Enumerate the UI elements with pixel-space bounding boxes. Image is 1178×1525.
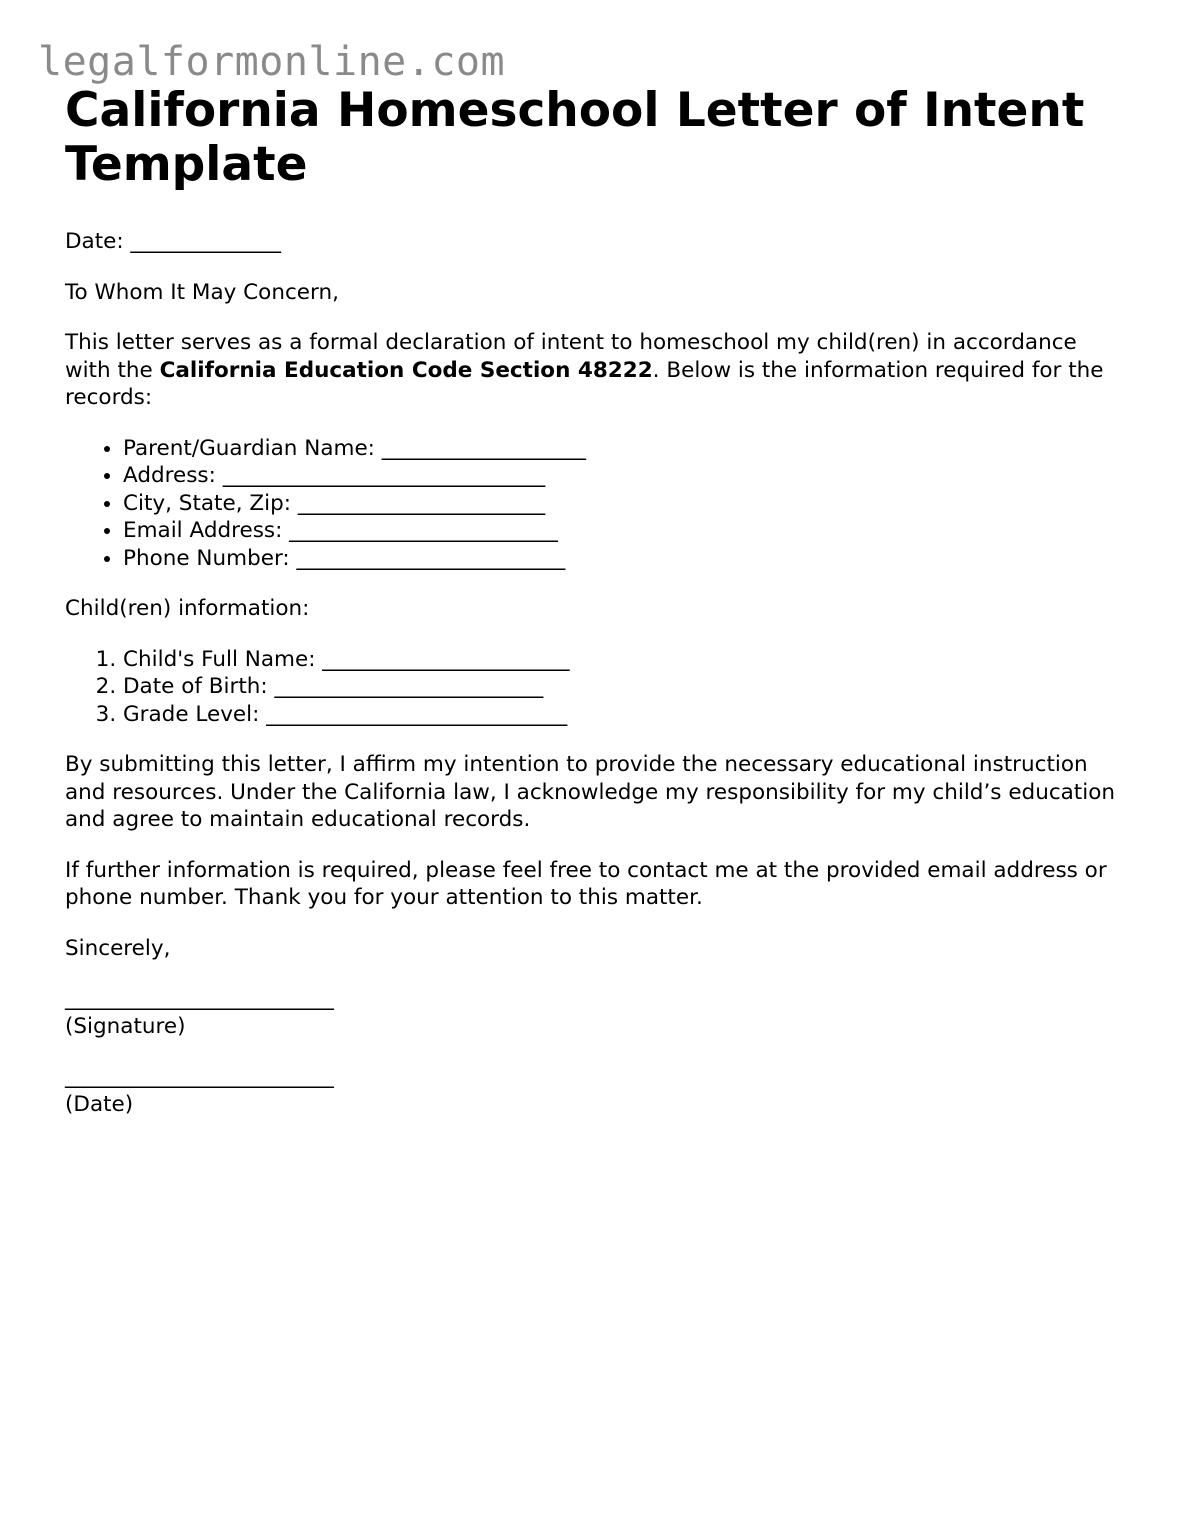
field-parent-guardian-name: • Parent/Guardian Name: ___________________ (123, 435, 1125, 463)
field-address: • Address: ______________________________ (123, 462, 1125, 490)
field-date-of-birth: 2. Date of Birth: _________________________ (123, 673, 1125, 701)
date-line: Date: ______________ (65, 229, 281, 254)
date-label: (Date) (65, 1091, 134, 1117)
affirmation-paragraph: By submitting this letter, I affirm my intention to provide the necessary educational instruction and resources. Under the California law, I acknowledge my responsibility for my child’s education and agree to maintain educational records. (65, 752, 1115, 832)
field-grade-level: 3. Grade Level: ____________________________ (123, 701, 1125, 729)
watermark: legalformonline.com (38, 39, 506, 85)
parent-info-list (65, 435, 1125, 573)
field-city-state-zip: • City, State, Zip: _______________________ (123, 490, 1125, 518)
field-child-full-name: 1. Child's Full Name: _______________________ (123, 646, 1125, 674)
signature-block (65, 985, 1125, 1040)
intro-paragraph (65, 329, 1125, 412)
field-phone-number: • Phone Number: _________________________ (123, 545, 1125, 573)
signature-blank: _________________________ (65, 986, 334, 1011)
children-info-label: Child(ren) information: (65, 596, 310, 621)
education-code-reference: California Education Code Section 48222 (159, 357, 653, 383)
closing: Sincerely, (65, 935, 171, 961)
salutation: To Whom It May Concern, (65, 279, 339, 305)
signature-label: (Signature) (65, 1013, 186, 1039)
intro-text-after: . Below is the information required for the records: (65, 357, 1104, 410)
intro-text-before: This letter serves as a formal declaration of intent to homeschool my child(ren) in accordance with the (65, 330, 1077, 383)
contact-paragraph: If further information is required, please feel free to contact me at the provided email address or phone number. Thank you for your attention to this matter. (65, 857, 1107, 910)
date-block (65, 1063, 1125, 1118)
date-blank: _________________________ (65, 1064, 334, 1089)
page-title: California Homeschool Letter of Intent Template (65, 83, 1085, 192)
field-email-address: • Email Address: _________________________ (123, 517, 1125, 545)
letter-document (65, 84, 1125, 1118)
child-info-list (65, 646, 1125, 729)
